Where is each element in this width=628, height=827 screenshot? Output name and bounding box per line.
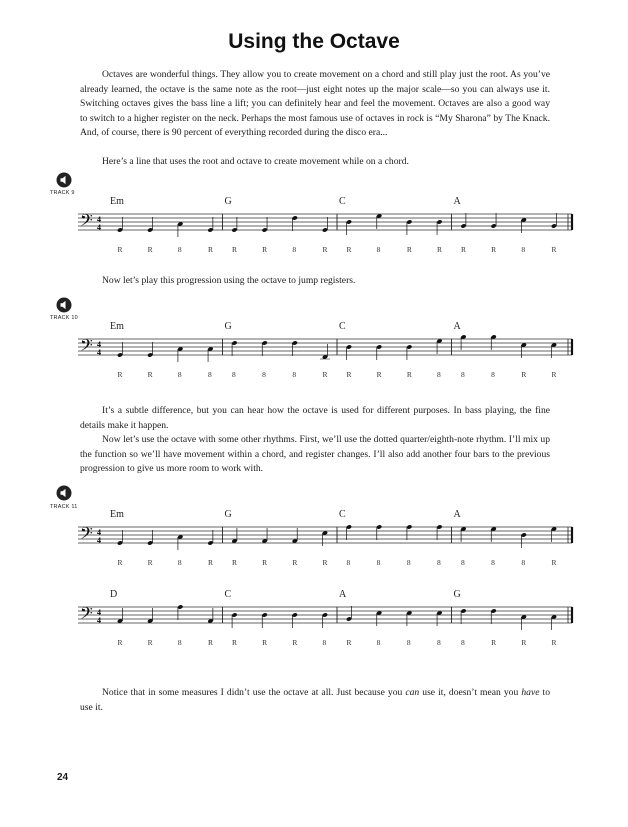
root-octave-label: R bbox=[521, 370, 527, 379]
track-label: TRACK 11 bbox=[50, 504, 78, 510]
root-octave-label: R bbox=[551, 245, 557, 254]
time-signature: 4 bbox=[97, 536, 101, 545]
root-octave-label: 8 bbox=[491, 558, 495, 567]
bass-clef-icon: 𝄢 bbox=[80, 210, 93, 234]
root-octave-label: R bbox=[436, 245, 442, 254]
root-octave-label: 8 bbox=[177, 245, 182, 254]
time-signature: 4 bbox=[97, 340, 101, 349]
root-octave-label: R bbox=[147, 245, 153, 254]
root-octave-label: 8 bbox=[406, 638, 411, 647]
root-octave-label: 8 bbox=[436, 370, 441, 379]
root-octave-label: R bbox=[406, 245, 412, 254]
root-octave-label: 8 bbox=[177, 370, 182, 379]
root-octave-label: R bbox=[376, 370, 382, 379]
root-octave-label: R bbox=[491, 638, 497, 647]
root-octave-label: R bbox=[406, 370, 412, 379]
middle-paragraph-2: Now let’s use the octave with some other rhythms. First, we’ll use the dotted quarter/eighth-note rhythm. I’ll mix up the function so we’ll have movement within a chord, and register changes. I’ll also add another four bars to the previous progression to give us more room to work with. bbox=[80, 434, 550, 475]
root-octave-label: R bbox=[117, 245, 123, 254]
root-octave-label: 8 bbox=[346, 558, 351, 567]
chord-symbol: A bbox=[453, 321, 461, 332]
root-octave-label: 8 bbox=[461, 638, 465, 647]
music-staff-track-9 bbox=[0, 192, 628, 262]
root-octave-label: R bbox=[461, 245, 467, 254]
root-octave-label: 8 bbox=[461, 370, 465, 379]
root-octave-label: R bbox=[262, 245, 268, 254]
root-octave-label: R bbox=[346, 638, 352, 647]
chord-symbol: C bbox=[339, 196, 346, 207]
root-octave-label: 8 bbox=[232, 370, 236, 379]
root-octave-label: R bbox=[262, 638, 268, 647]
time-signature: 4 bbox=[97, 528, 101, 537]
root-octave-label: 8 bbox=[322, 638, 327, 647]
root-octave-label: R bbox=[117, 638, 123, 647]
chord-symbol: Em bbox=[110, 196, 124, 207]
root-octave-label: 8 bbox=[292, 245, 297, 254]
root-octave-label: R bbox=[292, 638, 298, 647]
root-octave-label: 8 bbox=[376, 245, 381, 254]
root-octave-label: R bbox=[346, 370, 352, 379]
time-signature: 4 bbox=[97, 348, 101, 357]
middle-paragraph-1: It’s a subtle difference, but you can hear how the octave is used for different purposes. In bass playing, the fine details make it happen. bbox=[80, 405, 550, 431]
root-octave-label: 8 bbox=[406, 558, 411, 567]
root-octave-label: R bbox=[551, 638, 557, 647]
track-label: TRACK 10 bbox=[50, 315, 78, 321]
chord-symbol: D bbox=[110, 589, 118, 600]
root-octave-label: 8 bbox=[436, 638, 441, 647]
root-octave-label: R bbox=[346, 245, 352, 254]
root-octave-label: R bbox=[322, 245, 328, 254]
chord-symbol: A bbox=[453, 196, 461, 207]
root-octave-label: 8 bbox=[376, 558, 381, 567]
root-octave-label: R bbox=[322, 558, 328, 567]
music-staff-track-10 bbox=[0, 317, 628, 387]
speaker-icon[interactable] bbox=[56, 297, 72, 313]
root-octave-label: 8 bbox=[207, 370, 212, 379]
root-octave-label: R bbox=[207, 558, 213, 567]
root-octave-label: R bbox=[147, 638, 153, 647]
root-octave-label: R bbox=[117, 370, 123, 379]
chord-symbol: C bbox=[339, 509, 346, 520]
root-octave-label: 8 bbox=[177, 638, 182, 647]
root-octave-label: 8 bbox=[521, 245, 526, 254]
time-signature: 4 bbox=[97, 608, 101, 617]
chord-symbol: C bbox=[339, 321, 346, 332]
root-octave-label: 8 bbox=[292, 370, 297, 379]
root-octave-label: R bbox=[491, 245, 497, 254]
chord-symbol: A bbox=[453, 509, 461, 520]
root-octave-label: R bbox=[232, 245, 238, 254]
root-octave-label: 8 bbox=[461, 558, 465, 567]
chord-symbol: G bbox=[224, 196, 232, 207]
root-octave-label: R bbox=[147, 558, 153, 567]
root-octave-label: R bbox=[551, 558, 557, 567]
speaker-icon[interactable] bbox=[56, 172, 72, 188]
music-staff-track-11-b bbox=[0, 585, 628, 657]
root-octave-label: R bbox=[551, 370, 557, 379]
transition-text: Now let’s play this progression using the octave to jump registers. bbox=[102, 275, 356, 286]
intro-paragraph-2: Here’s a line that uses the root and octave to create movement while on a chord. bbox=[102, 156, 409, 167]
root-octave-label: R bbox=[521, 638, 527, 647]
time-signature: 4 bbox=[97, 215, 101, 224]
intro-paragraph-1: Octaves are wonderful things. They allow you to create movement on a chord and still play just the root. As you’ve already learned, the octave is the same note as the root—just eight notes up the major scale—so you can always use it. Switching octaves gives the bass line a lift; you can definitely hear and feel the movement. Octaves are also a good way to switch to a higher register on the neck. Perhaps the most famous use of octaves in rock is “My Sharona” by The Knack. And, of course, there is 90 percent of everything recorded during the disco era... bbox=[80, 69, 550, 139]
root-octave-label: R bbox=[232, 638, 238, 647]
chord-symbol: G bbox=[224, 321, 232, 332]
root-octave-label: 8 bbox=[491, 370, 495, 379]
root-octave-label: R bbox=[207, 638, 213, 647]
chord-symbol: Em bbox=[110, 509, 124, 520]
root-octave-label: 8 bbox=[262, 370, 266, 379]
chord-symbol: A bbox=[339, 589, 347, 600]
chord-symbol: Em bbox=[110, 321, 124, 332]
root-octave-label: R bbox=[207, 245, 213, 254]
page-number: 24 bbox=[57, 772, 69, 783]
page-title: Using the Octave bbox=[228, 30, 400, 53]
bass-clef-icon: 𝄢 bbox=[80, 603, 93, 627]
time-signature: 4 bbox=[97, 616, 101, 625]
bass-clef-icon: 𝄢 bbox=[80, 523, 93, 547]
track-label: TRACK 9 bbox=[50, 190, 75, 196]
root-octave-label: R bbox=[147, 370, 153, 379]
root-octave-label: R bbox=[232, 558, 238, 567]
root-octave-label: 8 bbox=[436, 558, 441, 567]
speaker-icon[interactable] bbox=[56, 485, 72, 501]
closing-paragraph: Notice that in some measures I didn’t use the octave at all. Just because you can use it, doesn’t mean you have to use it. bbox=[80, 687, 550, 713]
chord-symbol: C bbox=[224, 589, 232, 600]
chord-symbol: G bbox=[224, 509, 232, 520]
music-staff-track-11-a bbox=[0, 505, 628, 577]
root-octave-label: 8 bbox=[521, 558, 526, 567]
root-octave-label: R bbox=[117, 558, 123, 567]
root-octave-label: 8 bbox=[177, 558, 182, 567]
time-signature: 4 bbox=[97, 223, 101, 232]
bass-clef-icon: 𝄢 bbox=[80, 335, 93, 359]
root-octave-label: R bbox=[322, 370, 328, 379]
root-octave-label: R bbox=[262, 558, 268, 567]
root-octave-label: R bbox=[292, 558, 298, 567]
root-octave-label: 8 bbox=[376, 638, 381, 647]
chord-symbol: G bbox=[453, 589, 461, 600]
